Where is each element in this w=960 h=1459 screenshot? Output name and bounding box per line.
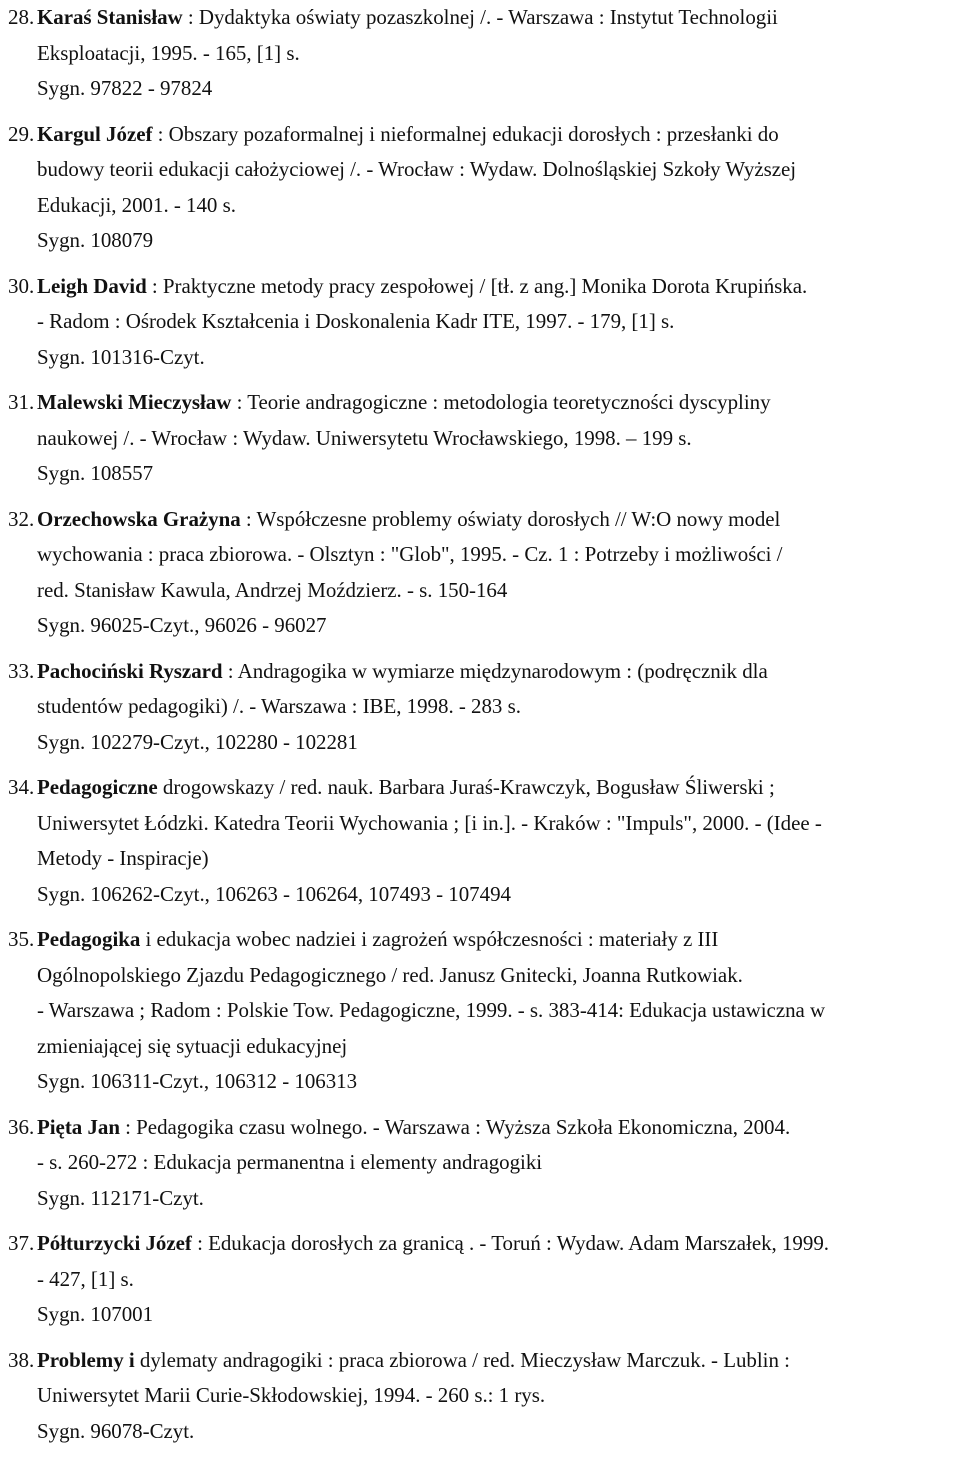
entry-text: drogowskazy / red. nauk. Barbara Juraś-Krawczyk, Bogusław Śliwerski ; [157, 775, 775, 799]
entry-text: i edukacja wobec nadziei i zagrożeń współczesności : materiały z III [140, 927, 719, 951]
entry-author: Pięta Jan [37, 1114, 120, 1139]
entry-author: Leigh David [37, 273, 147, 298]
entry-line [37, 1414, 960, 1450]
entry-line [37, 340, 960, 376]
entry-number: 38. [8, 1347, 35, 1372]
entry-line [37, 1145, 960, 1181]
entry-line [37, 993, 960, 1029]
entry-text: : Praktyczne metody pracy zespołowej / [tł. z ang.] Monika Dorota Krupińska. [146, 273, 808, 298]
entry-text: : Pedagogika czasu wolnego. - Warszawa : Wyższa Szkoła Ekonomiczna, 2004. [119, 1114, 791, 1139]
entry-text: wychowania : praca zbiorowa. - Olsztyn : "Glob", 1995. - Cz. 1 : Potrzeby i możliwości / [37, 542, 783, 566]
entry-text: : Andragogika w wymiarze międzynarodowym : (podręcznik dla [222, 658, 768, 683]
entry-text: dylematy andragogiki : praca zbiorowa / red. Mieczysław Marczuk. - Lublin : [134, 1347, 790, 1372]
entry-line [37, 689, 960, 725]
entry-text: Sygn. 96025-Czyt., 96026 - 96027 [37, 613, 327, 637]
entry-line [37, 36, 960, 72]
entry-text: : Edukacja dorosłych za granicą . - Toruń : Wydaw. Adam Marszałek, 1999. [191, 1231, 829, 1255]
entry-line [37, 537, 960, 573]
entry-line [37, 573, 960, 609]
entry-line [37, 502, 960, 538]
entry-line [37, 1343, 960, 1379]
entry-text: - Warszawa ; Radom : Polskie Tow. Pedagogiczne, 1999. - s. 383-414: Edukacja ustawiczna w [37, 998, 826, 1022]
entry-text: Sygn. 106262-Czyt., 106263 - 106264, 107493 - 107494 [37, 881, 511, 906]
entry-text: budowy teorii edukacji całożyciowej /. - Wrocław : Wydaw. Dolnośląskiej Szkoły Wyższej [37, 157, 797, 181]
entry-line [37, 188, 960, 224]
entry-line [37, 152, 960, 188]
entry-text: - Radom : Ośrodek Kształcenia i Doskonalenia Kadr ITE, 1997. - 179, [1] s. [37, 309, 675, 333]
entry-line [37, 958, 960, 994]
entry-text: naukowej /. - Wrocław : Wydaw. Uniwersytetu Wrocławskiego, 1998. – 199 s. [37, 425, 692, 450]
entry-line [37, 304, 960, 340]
entry-text: studentów pedagogiki) /. - Warszawa : IBE, 1998. - 283 s. [37, 694, 521, 718]
entry-text: Sygn. 101316-Czyt. [37, 344, 205, 369]
bibliography-entry [0, 1226, 960, 1333]
bibliography-entry [0, 1343, 960, 1450]
entry-line [37, 117, 960, 153]
entry-text: - s. 260-272 : Edukacja permanentna i elementy andragogiki [37, 1150, 543, 1174]
entry-text: : Obszary pozaformalnej i nieformalnej edukacji dorosłych : przesłanki do [152, 121, 779, 146]
bibliography-entry [0, 269, 960, 376]
bibliography-entry [0, 922, 960, 1100]
entry-line [37, 1110, 960, 1146]
entry-line [37, 770, 960, 806]
bibliography-entry [0, 0, 960, 107]
bibliography-entry [0, 770, 960, 912]
entry-text: Edukacji, 2001. - 140 s. [37, 192, 236, 217]
entry-line [37, 1029, 960, 1065]
entry-text: Ogólnopolskiego Zjazdu Pedagogicznego / red. Janusz Gnitecki, Joanna Rutkowiak. [37, 962, 743, 987]
entry-text: : Teorie andragogiczne : metodologia teoretyczności dyscypliny [231, 390, 771, 414]
entry-number: 36. [8, 1114, 35, 1139]
entry-line [37, 608, 960, 644]
bibliography-entry [0, 117, 960, 259]
entry-line [37, 0, 960, 36]
entry-text: Uniwersytet Marii Curie-Skłodowskiej, 1994. - 260 s.: 1 rys. [37, 1383, 546, 1407]
entry-line [37, 806, 960, 842]
entry-number: 34. [8, 775, 35, 799]
entry-text: : Dydaktyka oświaty pozaszkolnej /. - Warszawa : Instytut Technologii [182, 5, 778, 29]
entry-author: Problemy i [37, 1347, 135, 1372]
entry-author: Orzechowska Grażyna [37, 506, 241, 531]
entry-line [37, 269, 960, 305]
entry-text: - 427, [1] s. [37, 1266, 134, 1291]
entry-text: Sygn. 97822 - 97824 [37, 76, 213, 100]
entry-author: Karaś Stanisław [37, 5, 183, 29]
bibliography-entry [0, 385, 960, 492]
entry-line [37, 456, 960, 492]
entry-text: : Współczesne problemy oświaty dorosłych // W:O nowy model [240, 506, 781, 531]
entry-line [37, 1297, 960, 1333]
entry-text: Sygn. 108079 [37, 228, 154, 252]
entry-text: Sygn. 108557 [37, 461, 154, 485]
entry-author: Pedagogiczne [37, 775, 158, 799]
entry-line [37, 71, 960, 107]
entry-text: Metody - Inspiracje) [37, 846, 209, 870]
entry-line [37, 1064, 960, 1100]
entry-line [37, 841, 960, 877]
entry-number: 35. [8, 927, 35, 951]
entry-line [37, 1181, 960, 1217]
entry-line [37, 1226, 960, 1262]
entry-line [37, 1262, 960, 1298]
entry-number: 31. [8, 390, 35, 414]
bibliography-entry [0, 1110, 960, 1217]
entry-number: 29. [8, 121, 35, 146]
bibliography-entry [0, 654, 960, 761]
entry-line [37, 922, 960, 958]
entry-line [37, 1378, 960, 1414]
entry-text: Uniwersytet Łódzki. Katedra Teorii Wychowania ; [i in.]. - Kraków : "Impuls", 2000. - (Idee - [37, 810, 822, 835]
entry-text: red. Stanisław Kawula, Andrzej Moździerz. - s. 150-164 [37, 577, 508, 602]
entry-text: Sygn. 107001 [37, 1302, 154, 1326]
entry-text: Sygn. 102279-Czyt., 102280 - 102281 [37, 729, 358, 754]
entry-line [37, 421, 960, 457]
entry-number: 30. [8, 273, 35, 298]
entry-number: 28. [8, 5, 35, 29]
entry-author: Malewski Mieczysław [37, 390, 232, 414]
entry-text: zmieniającej się sytuacji edukacyjnej [37, 1033, 348, 1058]
entry-text: Sygn. 106311-Czyt., 106312 - 106313 [37, 1069, 358, 1093]
entry-author: Pedagogika [37, 927, 141, 951]
entry-text: Eksploatacji, 1995. - 165, [1] s. [37, 40, 300, 65]
entry-number: 32. [8, 506, 35, 531]
entry-author: Pachociński Ryszard [37, 658, 223, 683]
entry-text: Sygn. 112171-Czyt. [37, 1185, 204, 1210]
entry-text: Sygn. 96078-Czyt. [37, 1418, 195, 1443]
entry-number: 37. [8, 1231, 35, 1255]
bibliography-entry [0, 502, 960, 644]
entry-line [37, 654, 960, 690]
entry-line [37, 725, 960, 761]
entry-line [37, 223, 960, 259]
entry-line [37, 877, 960, 913]
entry-line [37, 385, 960, 421]
entry-author: Półturzycki Józef [37, 1231, 192, 1255]
entry-author: Kargul Józef [37, 121, 153, 146]
entry-number: 33. [8, 658, 35, 683]
